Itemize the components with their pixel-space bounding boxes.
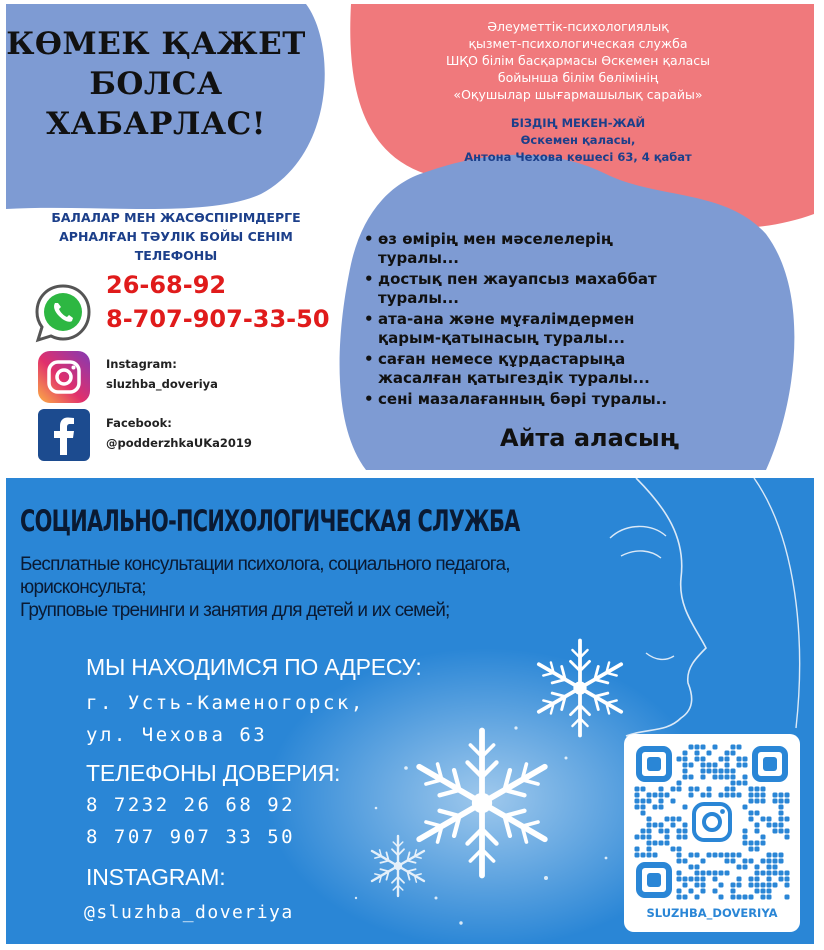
qr-module (725, 769, 730, 774)
qr-module (749, 877, 754, 882)
qr-module (779, 811, 784, 816)
qr-module (779, 799, 784, 804)
qr-module (713, 763, 718, 768)
qr-module (677, 847, 682, 852)
qr-module (749, 859, 754, 864)
qr-module (689, 853, 694, 858)
qr-module (659, 823, 664, 828)
instagram-icon[interactable] (38, 351, 90, 403)
qr-module (761, 787, 766, 792)
qr-module (713, 871, 718, 876)
qr-module (677, 787, 682, 792)
qr-module (743, 859, 748, 864)
qr-module (683, 883, 688, 888)
qr-module (677, 757, 682, 762)
qr-module (677, 895, 682, 900)
topic-3-line-1: • ата-ана және мұғалімдермен (364, 310, 635, 328)
qr-module (755, 871, 760, 876)
qr-module (689, 745, 694, 750)
qr-module (755, 799, 760, 804)
qr-module (737, 895, 742, 900)
desc-line-3: Групповые тренинги и занятия для детей и их семей; (20, 600, 450, 621)
qr-module (695, 895, 700, 900)
qr-module (743, 829, 748, 834)
qr-module (725, 787, 730, 792)
qr-module (647, 829, 652, 834)
org-line-5: «Оқушылар шығармашылық сарайы» (453, 87, 703, 102)
service-title: СОЦИАЛЬНО-ПСИХОЛОГИЧЕСКАЯ СЛУЖБА (20, 504, 520, 538)
qr-module (761, 835, 766, 840)
qr-module (701, 889, 706, 894)
qr-module (689, 889, 694, 894)
headline-line-3: ХАБАРЛАС! (46, 106, 266, 142)
qr-module (749, 895, 754, 900)
qr-module (737, 745, 742, 750)
qr-module (761, 883, 766, 888)
qr-module (773, 823, 778, 828)
qr-module (725, 853, 730, 858)
bullet: • (364, 390, 374, 408)
qr-module (779, 817, 784, 822)
topic-1-line-2: туралы... (378, 249, 459, 267)
qr-module (773, 865, 778, 870)
qr-module (761, 817, 766, 822)
qr-module (641, 853, 646, 858)
qr-module (635, 835, 640, 840)
phones-heading: ТЕЛЕФОНЫ ДОВЕРИЯ: (86, 760, 341, 786)
hotline-line-3: ТЕЛЕФОНЫ (134, 248, 218, 263)
qr-module (719, 871, 724, 876)
qr-module (683, 775, 688, 780)
qr-module (653, 805, 658, 810)
qr-module (719, 853, 724, 858)
qr-module (695, 865, 700, 870)
qr-module (731, 745, 736, 750)
qr-module (779, 793, 784, 798)
qr-module (731, 787, 736, 792)
qr-module (683, 763, 688, 768)
qr-module (749, 787, 754, 792)
qr-module (677, 829, 682, 834)
qr-module (743, 775, 748, 780)
topic-4-line-2: жасалған қатыгездік туралы... (378, 369, 650, 387)
qr-module (689, 787, 694, 792)
qr-module (713, 877, 718, 882)
qr-module (647, 853, 652, 858)
address-heading: БІЗДІҢ МЕКЕН-ЖАЙ (510, 116, 646, 130)
qr-module (683, 859, 688, 864)
qr-module (767, 877, 772, 882)
qr-module (659, 793, 664, 798)
qr-module (731, 751, 736, 756)
phone-2[interactable]: 8 707 907 33 50 (86, 826, 296, 848)
qr-module (725, 757, 730, 762)
qr-module (665, 829, 670, 834)
qr-module (695, 757, 700, 762)
qr-module (659, 829, 664, 834)
qr-module (731, 859, 736, 864)
qr-module (665, 793, 670, 798)
qr-module (647, 793, 652, 798)
qr-module (731, 769, 736, 774)
qr-module (659, 805, 664, 810)
qr-module (707, 793, 712, 798)
qr-module (689, 775, 694, 780)
qr-module (779, 853, 784, 858)
qr-module (683, 877, 688, 882)
org-line-3: ШҚО білім басқармасы Өскемен қаласы (445, 53, 711, 68)
qr-module (695, 883, 700, 888)
qr-module (731, 889, 736, 894)
qr-module (749, 799, 754, 804)
qr-module (647, 823, 652, 828)
address-street: Антона Чехова көшесі 63, 4 қабат (464, 150, 692, 164)
qr-module (641, 811, 646, 816)
qr-module (761, 895, 766, 900)
qr-module (695, 745, 700, 750)
qr-module (737, 763, 742, 768)
qr-module (713, 745, 718, 750)
qr-module (737, 853, 742, 858)
qr-module (725, 751, 730, 756)
qr-module (701, 883, 706, 888)
qr-module (731, 781, 736, 786)
qr-module (689, 865, 694, 870)
qr-module (773, 829, 778, 834)
qr-module (743, 763, 748, 768)
qr-module (653, 793, 658, 798)
qr-module (725, 871, 730, 876)
qr-module (755, 889, 760, 894)
qr-module (743, 865, 748, 870)
qr-module (677, 817, 682, 822)
qr-module (755, 841, 760, 846)
qr-module (755, 793, 760, 798)
qr-module (743, 841, 748, 846)
qr-module (779, 823, 784, 828)
qr-module (749, 847, 754, 852)
qr-module (635, 805, 640, 810)
qr-module (635, 853, 640, 858)
qr-module (647, 799, 652, 804)
qr-module (641, 829, 646, 834)
qr-module (635, 787, 640, 792)
qr-module (785, 829, 790, 834)
bullet: • (364, 350, 374, 368)
instagram-handle[interactable]: sluzhba_doveriya (106, 377, 218, 391)
qr-module (749, 793, 754, 798)
qr-module (671, 799, 676, 804)
kazakh-hotline-card (6, 4, 814, 470)
topic-5-line-1: • сені мазалағанның бәрі туралы.. (364, 390, 668, 408)
qr-module (641, 835, 646, 840)
qr-module (785, 799, 790, 804)
qr-module (719, 775, 724, 780)
qr-module (713, 769, 718, 774)
qr-module (737, 865, 742, 870)
qr-module (725, 763, 730, 768)
phone-1[interactable]: 26-68-92 (106, 271, 227, 299)
qr-module (671, 817, 676, 822)
qr-module (731, 793, 736, 798)
qr-module (671, 823, 676, 828)
qr-module (701, 793, 706, 798)
qr-module (767, 859, 772, 864)
qr-module (737, 883, 742, 888)
qr-module (707, 751, 712, 756)
qr-module (641, 805, 646, 810)
facebook-handle[interactable]: @podderzhkaUKa2019 (106, 436, 252, 450)
closing-text: Айта аласың (500, 424, 680, 452)
bullet: • (364, 230, 374, 248)
qr-module (713, 853, 718, 858)
headline-line-1: КӨМЕК ҚАЖЕТ (6, 26, 306, 62)
qr-module (695, 787, 700, 792)
qr-module (713, 775, 718, 780)
org-line-1: Әлеуметтік-психологиялық (487, 19, 669, 34)
qr-module (755, 787, 760, 792)
qr-module (749, 841, 754, 846)
qr-module (707, 871, 712, 876)
qr-module (719, 895, 724, 900)
address-heading: МЫ НАХОДИМСЯ ПО АДРЕСУ: (86, 654, 422, 680)
bullet: • (364, 270, 374, 288)
qr-module (635, 847, 640, 852)
qr-module (731, 775, 736, 780)
qr-module (689, 793, 694, 798)
qr-module (683, 835, 688, 840)
qr-module (707, 787, 712, 792)
qr-module (743, 835, 748, 840)
qr-module (755, 823, 760, 828)
qr-module (785, 877, 790, 882)
qr-module (701, 871, 706, 876)
qr-module (683, 895, 688, 900)
qr-module (683, 829, 688, 834)
topic-2-line-1: • достық пен жауапсыз махаббат (364, 270, 657, 288)
qr-module (701, 763, 706, 768)
qr-module (641, 799, 646, 804)
qr-module (755, 829, 760, 834)
qr-module (731, 853, 736, 858)
headline-line-2: БОЛСА (89, 66, 223, 102)
qr-module (749, 883, 754, 888)
qr-module (725, 775, 730, 780)
qr-module (677, 781, 682, 786)
qr-module (761, 793, 766, 798)
qr-module (761, 871, 766, 876)
qr-card[interactable] (624, 734, 800, 932)
qr-module (701, 859, 706, 864)
instagram-label: Instagram: (106, 357, 177, 371)
qr-module (773, 799, 778, 804)
qr-module (695, 751, 700, 756)
topic-3-line-2: қарым-қатынасың туралы... (378, 329, 625, 347)
qr-module (785, 895, 790, 900)
qr-module (767, 817, 772, 822)
qr-module (677, 889, 682, 894)
qr-module (755, 883, 760, 888)
qr-module (677, 871, 682, 876)
qr-module (671, 787, 676, 792)
qr-module (707, 763, 712, 768)
instagram-handle[interactable]: @sluzhba_doveriya (84, 902, 294, 923)
qr-module (731, 883, 736, 888)
qr-module (737, 793, 742, 798)
qr-module (659, 799, 664, 804)
qr-module (767, 883, 772, 888)
qr-module (779, 829, 784, 834)
qr-module (683, 823, 688, 828)
qr-module (755, 865, 760, 870)
qr-module (725, 859, 730, 864)
qr-module (737, 877, 742, 882)
qr-module (683, 805, 688, 810)
qr-module (767, 865, 772, 870)
qr-module (731, 895, 736, 900)
qr-module (719, 769, 724, 774)
qr-module (659, 787, 664, 792)
qr-module (635, 793, 640, 798)
topic-4-line-1: • саған немесе құрдастарыңа (364, 350, 626, 368)
instagram-heading: INSTAGRAM: (86, 864, 226, 890)
qr-module (785, 817, 790, 822)
qr-module (701, 877, 706, 882)
qr-module (743, 757, 748, 762)
org-line-4: бойынша білім бөлімінің (497, 70, 659, 85)
qr-module (779, 877, 784, 882)
qr-module (767, 871, 772, 876)
qr-module (701, 745, 706, 750)
instagram-icon (688, 798, 736, 846)
org-line-2: қызмет-психологическая служба (468, 36, 688, 51)
qr-module (725, 793, 730, 798)
qr-module (707, 853, 712, 858)
qr-module (767, 889, 772, 894)
facebook-label: Facebook: (106, 416, 172, 430)
qr-module (683, 751, 688, 756)
qr-module (743, 781, 748, 786)
qr-module (743, 895, 748, 900)
qr-module (761, 841, 766, 846)
qr-module (695, 871, 700, 876)
qr-module (785, 835, 790, 840)
qr-module (653, 841, 658, 846)
qr-module (743, 805, 748, 810)
qr-module (653, 823, 658, 828)
qr-module (755, 847, 760, 852)
qr-module (773, 859, 778, 864)
address-street: ул. Чехова 63 (86, 724, 268, 746)
qr-module (713, 889, 718, 894)
qr-module (773, 793, 778, 798)
phone-1[interactable]: 8 7232 26 68 92 (86, 794, 296, 816)
facebook-icon[interactable] (38, 409, 90, 461)
address-city: г. Усть-Каменогорск, (86, 692, 365, 714)
qr-module (737, 757, 742, 762)
qr-module (635, 799, 640, 804)
qr-label: SLUZHBA_DOVERIYA (646, 906, 778, 920)
qr-module (701, 769, 706, 774)
qr-module (677, 877, 682, 882)
qr-module (779, 859, 784, 864)
qr-module (719, 883, 724, 888)
qr-module (749, 811, 754, 816)
qr-module (689, 877, 694, 882)
desc-line-1: Бесплатные консультации психолога, социального педагога, (20, 554, 510, 575)
qr-module (647, 841, 652, 846)
qr-module (719, 757, 724, 762)
desc-line-2: юрисконсульта; (20, 577, 146, 598)
qr-module (701, 775, 706, 780)
qr-module (749, 817, 754, 822)
qr-module (683, 757, 688, 762)
qr-module (695, 853, 700, 858)
qr-module (785, 793, 790, 798)
qr-module (677, 859, 682, 864)
qr-module (647, 817, 652, 822)
qr-module (785, 883, 790, 888)
qr-module (719, 793, 724, 798)
qr-module (707, 769, 712, 774)
qr-module (779, 871, 784, 876)
russian-service-card (6, 478, 814, 944)
hotline-line-2: АРНАЛҒАН ТӘУЛІК БОЙЫ СЕНІМ (59, 229, 293, 244)
whatsapp-icon (32, 282, 94, 344)
qr-module (767, 853, 772, 858)
qr-module (659, 841, 664, 846)
qr-module (665, 835, 670, 840)
hotline-line-1: БАЛАЛАР МЕН ЖАСӨСПІРІМДЕРГЕ (51, 210, 301, 225)
qr-module (701, 757, 706, 762)
qr-code[interactable] (634, 744, 790, 900)
qr-module (755, 877, 760, 882)
qr-module (689, 763, 694, 768)
address-city: Өскемен қаласы, (520, 133, 636, 147)
phone-2[interactable]: 8-707-907-33-50 (106, 305, 330, 333)
qr-module (683, 769, 688, 774)
qr-module (641, 787, 646, 792)
qr-module (773, 883, 778, 888)
bullet: • (364, 310, 374, 328)
qr-module (785, 871, 790, 876)
qr-module (737, 781, 742, 786)
qr-module (761, 859, 766, 864)
qr-module (665, 817, 670, 822)
qr-module (695, 877, 700, 882)
qr-module (755, 811, 760, 816)
qr-module (773, 853, 778, 858)
topic-2-line-2: туралы... (378, 289, 459, 307)
qr-module (761, 799, 766, 804)
qr-module (677, 853, 682, 858)
qr-module (647, 847, 652, 852)
qr-module (761, 889, 766, 894)
qr-module (665, 841, 670, 846)
qr-module (647, 835, 652, 840)
qr-module (767, 895, 772, 900)
qr-module (773, 871, 778, 876)
qr-module (779, 805, 784, 810)
qr-module (671, 847, 676, 852)
qr-module (767, 823, 772, 828)
qr-module (677, 835, 682, 840)
qr-module (653, 853, 658, 858)
topic-1-line-1: • өз өмірің мен мәселелерің (364, 230, 613, 248)
